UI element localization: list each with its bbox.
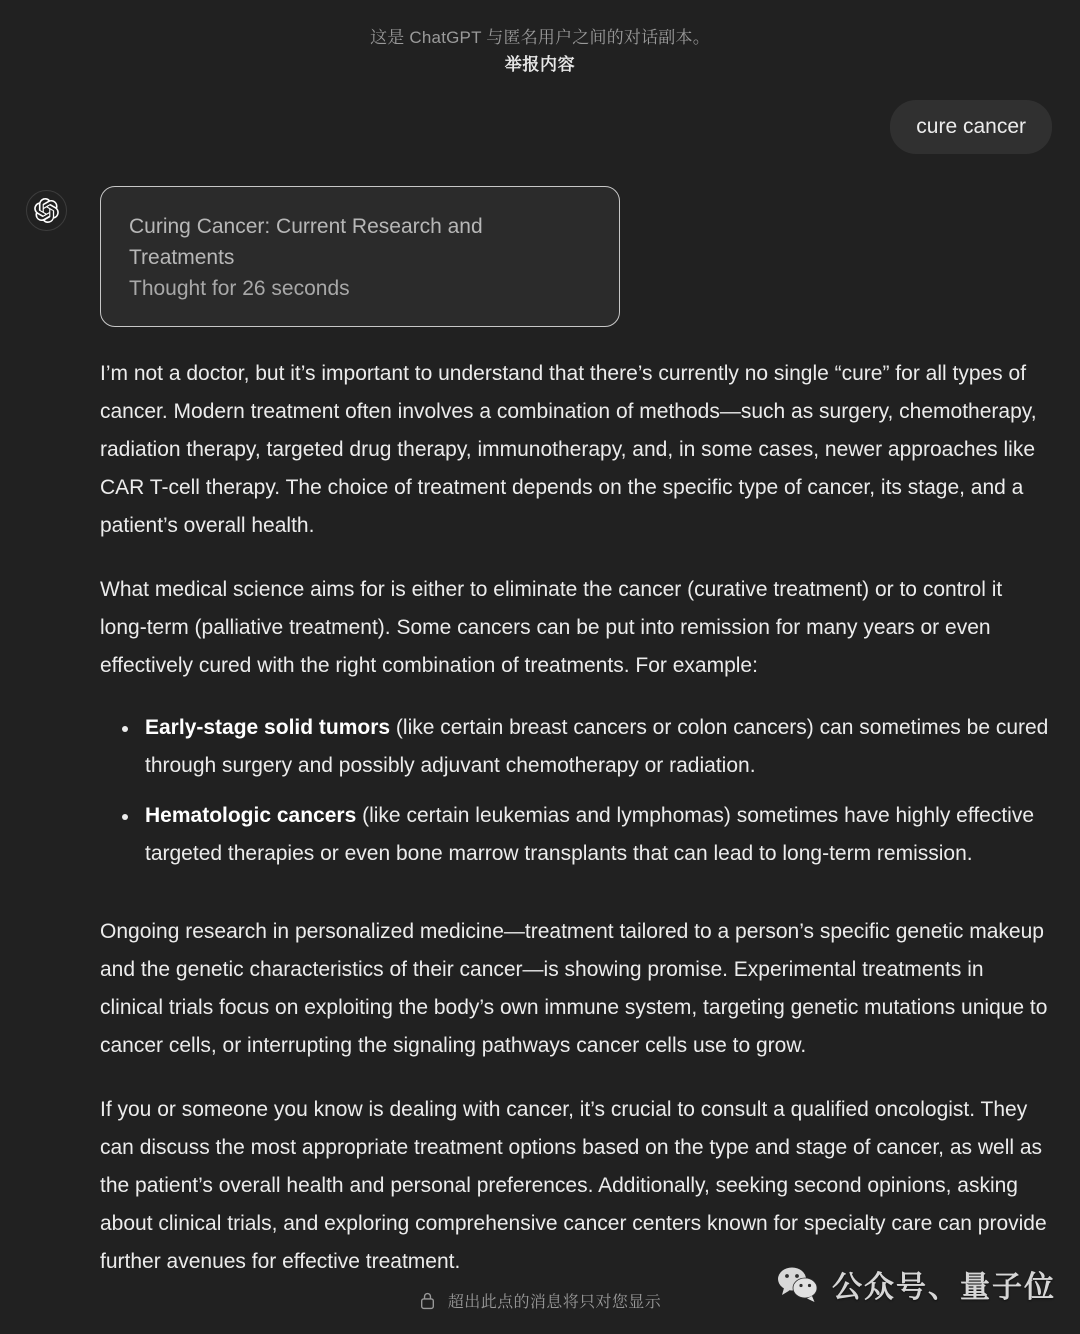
lock-icon — [419, 1291, 436, 1310]
openai-logo-icon — [26, 190, 67, 231]
header-notice-text: 这是 ChatGPT 与匿名用户之间的对话副本。 — [370, 28, 710, 47]
reasoning-summary-box[interactable] — [100, 186, 620, 327]
list-item-text: (like certain breast cancers or colon cancers) can sometimes be cured through surgery and possibly adjuvant chemotherapy or radiation. — [145, 716, 1049, 777]
assistant-message-block — [0, 186, 1080, 1281]
list-item — [100, 709, 1050, 785]
paragraph-1: I’m not a doctor, but it’s important to understand that there’s currently no single “cure” for all types of cancer. Modern treatment often involves a combination of methods—such as surgery, chemotherapy, radiation therapy, targeted drug therapy, immunotherapy, and, in some cases, newer approaches like CAR T-cell therapy. The choice of treatment depends on the specific type of cancer, its stage, and a patient’s overall health. — [100, 362, 1037, 537]
user-message-bubble: cure cancer — [890, 100, 1052, 154]
reasoning-title: Curing Cancer: Current Research and Treatments — [129, 215, 483, 269]
paragraph-4: If you or someone you know is dealing with cancer, it’s crucial to consult a qualified oncologist. They can discuss the most appropriate treatment options based on the type and stage of cancer, as well as the patient’s overall health and personal preferences. Additionally, seeking second opinions, asking about clinical trials, and exploring comprehensive cancer centers known for specialty care can provide further avenues for effective treatment. — [100, 1098, 1047, 1273]
watermark-text: 公众号、量子位 — [832, 1271, 1056, 1304]
wechat-watermark — [776, 1262, 1056, 1306]
visibility-notice-text: 超出此点的消息将只对您显示 — [447, 1294, 662, 1311]
paragraph-2: What medical science aims for is either to eliminate the cancer (curative treatment) or to control it long-term (palliative treatment). Some cancers can be put into remission for many years or even effectively cured with the right combination of treatments. For example: — [100, 578, 1003, 677]
list-item-term: Early-stage solid tumors — [145, 716, 391, 739]
report-content-link[interactable]: 举报内容 — [504, 55, 576, 74]
list-item — [100, 797, 1050, 873]
list-item-term: Hematologic cancers — [145, 804, 357, 827]
examples-list — [100, 709, 1050, 873]
paragraph-3: Ongoing research in personalized medicine—treatment tailored to a person’s specific genetic makeup and the genetic characteristics of their cancer—is showing promise. Experimental treatments in clinical trials focus on exploiting the body’s own immune system, targeting genetic mutations unique to cancer cells, or interrupting the signaling pathways cancer cells use to grow. — [100, 920, 1048, 1057]
reasoning-duration: Thought for 26 seconds — [129, 277, 350, 300]
shared-conversation-header — [0, 0, 1080, 78]
assistant-response-body — [100, 355, 1052, 1281]
list-item-text: (like certain leukemias and lymphomas) sometimes have highly effective targeted therapies or even bone marrow transplants that can lead to long-term remission. — [145, 804, 1035, 865]
user-message-row — [0, 78, 1080, 154]
wechat-icon — [776, 1265, 820, 1303]
